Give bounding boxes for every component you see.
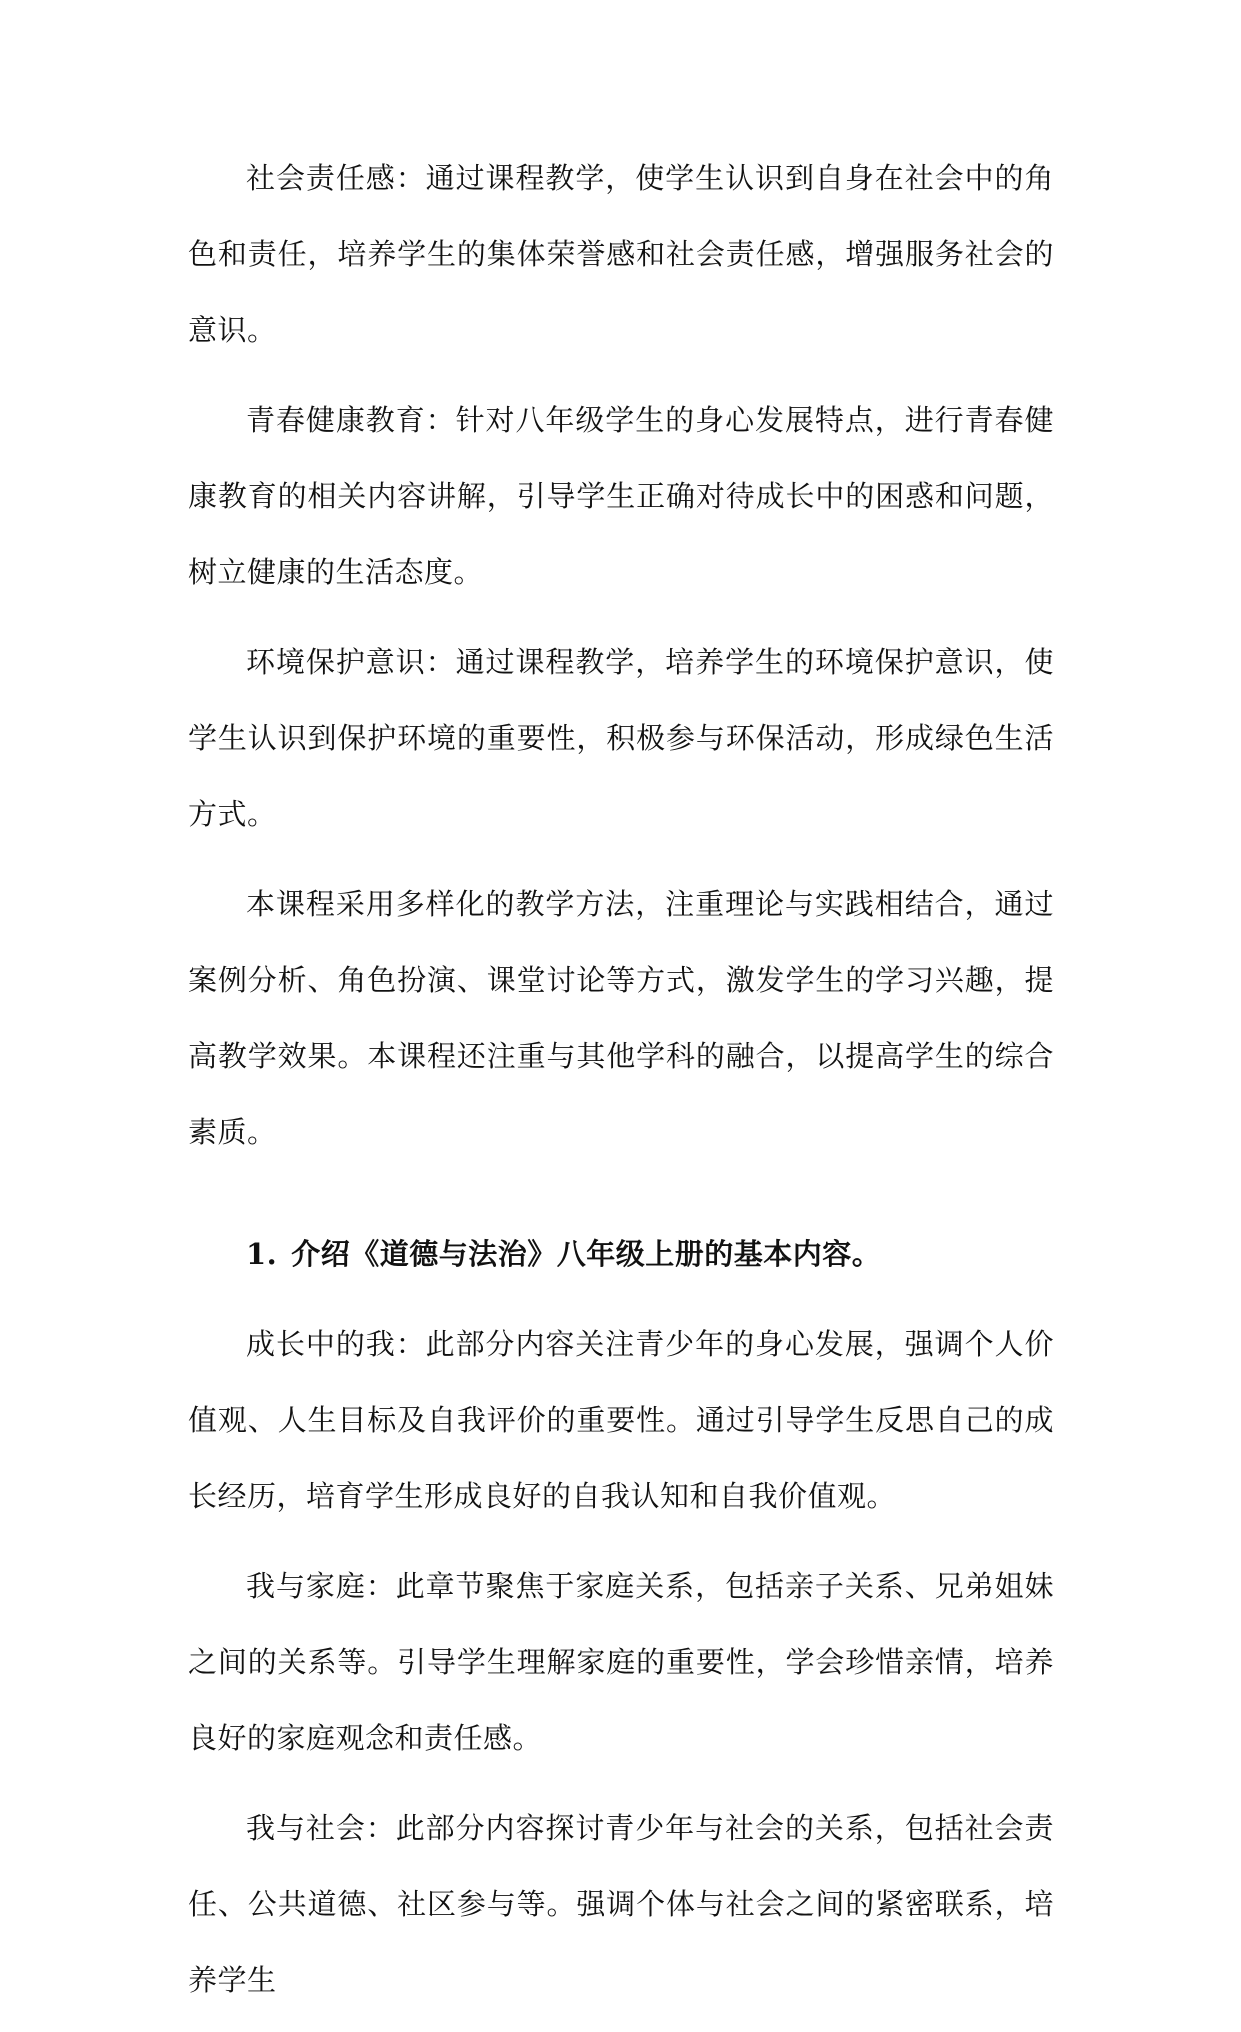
- paragraph-youth-health: 青春健康教育：针对八年级学生的身心发展特点，进行青春健康教育的相关内容讲解，引导学生正确对待成长中的困惑和问题，树立健康的生活态度。: [188, 403, 1054, 589]
- section-number: 1.: [246, 1237, 278, 1271]
- paragraph-me-and-society: 我与社会：此部分内容探讨青少年与社会的关系，包括社会责任、公共道德、社区参与等。强调个体与社会之间的紧密联系，培养学生: [188, 1811, 1054, 1997]
- section-heading: [188, 1216, 1054, 1292]
- paragraph-me-and-family: 我与家庭：此章节聚焦于家庭关系，包括亲子关系、兄弟姐妹之间的关系等。引导学生理解家庭的重要性，学会珍惜亲情，培养良好的家庭观念和责任感。: [188, 1569, 1054, 1755]
- document-body: [188, 140, 1054, 2032]
- section-title: 介绍《道德与法治》八年级上册的基本内容。: [291, 1237, 882, 1271]
- paragraph-teaching-methods: 本课程采用多样化的教学方法，注重理论与实践相结合，通过案例分析、角色扮演、课堂讨论等方式，激发学生的学习兴趣，提高教学效果。本课程还注重与其他学科的融合，以提高学生的综合素质。: [188, 887, 1054, 1149]
- paragraph-environmental-awareness: 环境保护意识：通过课程教学，培养学生的环境保护意识，使学生认识到保护环境的重要性，积极参与环保活动，形成绿色生活方式。: [188, 645, 1054, 831]
- paragraph-growing-self: 成长中的我：此部分内容关注青少年的身心发展，强调个人价值观、人生目标及自我评价的重要性。通过引导学生反思自己的成长经历，培育学生形成良好的自我认知和自我价值观。: [188, 1327, 1054, 1513]
- paragraph-social-responsibility: 社会责任感：通过课程教学，使学生认识到自身在社会中的角色和责任，培养学生的集体荣誉感和社会责任感，增强服务社会的意识。: [188, 161, 1054, 347]
